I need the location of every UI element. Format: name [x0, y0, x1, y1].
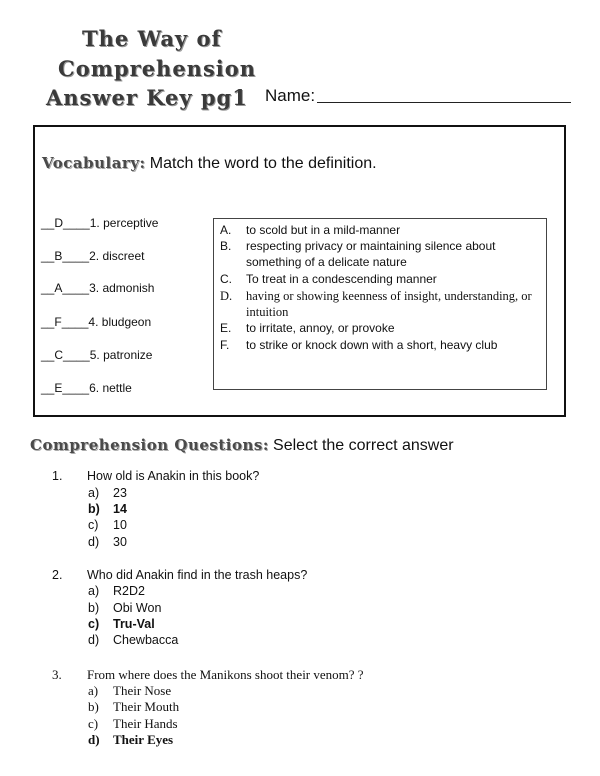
definition-text: to irritate, annoy, or provoke	[246, 321, 395, 335]
definition-letter: B.	[220, 239, 232, 253]
option-letter: c)	[88, 518, 99, 532]
comprehension-heading-label: Comprehension Questions:	[30, 436, 269, 454]
match-answer: B	[54, 249, 63, 263]
match-word: discreet	[102, 249, 145, 263]
match-number: 6.	[89, 381, 100, 395]
definition-text: respecting privacy or maintaining silence about something of a delicate nature	[246, 239, 496, 269]
match-number: 3.	[89, 281, 100, 295]
match-item[interactable]: __C____5. patronize	[41, 348, 153, 362]
match-answer: D	[54, 216, 64, 230]
option-text: 10	[113, 518, 127, 532]
vocabulary-heading	[42, 154, 377, 173]
option-letter: a)	[88, 584, 100, 598]
definitions-box	[213, 218, 547, 390]
option-letter: d)	[88, 535, 100, 549]
match-word: nettle	[102, 381, 132, 395]
question-number: 2.	[52, 568, 63, 582]
option-text: 30	[113, 535, 127, 549]
question-number: 3.	[52, 667, 62, 682]
match-word: patronize	[103, 348, 153, 362]
option-letter: c)	[88, 617, 100, 631]
option-letter: a)	[88, 486, 100, 500]
match-answer: C	[54, 348, 64, 362]
match-item[interactable]: __F____4. bludgeon	[41, 315, 152, 329]
option-text: 23	[113, 486, 127, 500]
match-number: 4.	[88, 315, 99, 329]
title-line-3: Answer Key pg1	[46, 85, 248, 110]
option-letter: b)	[88, 601, 100, 615]
question-text: Who did Anakin find in the trash heaps?	[87, 568, 308, 582]
match-number: 1.	[89, 216, 100, 230]
option-text: Their Eyes	[113, 732, 174, 747]
definition-text: to strike or knock down with a short, heavy club	[246, 338, 498, 352]
definition-letter: E.	[220, 321, 232, 335]
vocabulary-instruction: Match the word to the definition.	[149, 155, 377, 172]
option-letter: c)	[88, 716, 99, 731]
comprehension-heading	[30, 436, 454, 455]
match-item[interactable]: __E____6. nettle	[41, 381, 132, 395]
name-field[interactable]	[317, 102, 571, 103]
option-letter: d)	[88, 732, 100, 747]
title-line-2: Comprehension	[58, 56, 257, 81]
definition-text: having or showing keenness of insight, understanding, or intuition	[246, 289, 532, 319]
definition-text: to scold but in a mild-manner	[246, 223, 401, 237]
match-word: perceptive	[103, 216, 159, 230]
name-label: Name:	[265, 86, 316, 105]
match-item[interactable]: __B____2. discreet	[41, 249, 145, 263]
option-letter: b)	[88, 699, 99, 714]
option-text: Their Mouth	[113, 699, 180, 714]
match-word: bludgeon	[101, 315, 152, 329]
match-item[interactable]: __D____1. perceptive	[41, 216, 159, 230]
vocabulary-heading-label: Vocabulary:	[42, 154, 146, 172]
question-number: 1.	[52, 469, 63, 483]
option-text: R2D2	[113, 584, 145, 598]
definition-letter: F.	[220, 338, 230, 352]
definition-letter: A.	[220, 223, 232, 237]
match-answer: F	[54, 315, 62, 329]
option-text: Chewbacca	[113, 633, 179, 647]
option-letter: d)	[88, 633, 100, 647]
match-answer: E	[54, 381, 63, 395]
vocabulary-section	[33, 125, 566, 417]
definition-letter: C.	[220, 272, 232, 286]
question-text: How old is Anakin in this book?	[87, 469, 260, 483]
option-letter: b)	[88, 502, 100, 516]
option-text: Their Nose	[113, 683, 172, 698]
option-text: Obi Won	[113, 601, 162, 615]
title-line-1: The Way of	[82, 26, 222, 51]
option-text: Their Hands	[113, 716, 178, 731]
match-item[interactable]: __A____3. admonish	[41, 281, 155, 295]
option-text: 14	[113, 502, 127, 516]
definition-letter: D.	[220, 289, 233, 303]
question-text: From where does the Manikons shoot their venom? ?	[87, 667, 364, 682]
match-answer: A	[54, 281, 63, 295]
option-letter: a)	[88, 683, 99, 698]
match-number: 5.	[89, 348, 100, 362]
match-word: admonish	[102, 281, 155, 295]
option-text: Tru-Val	[113, 617, 155, 631]
match-number: 2.	[89, 249, 100, 263]
definition-text: To treat in a condescending manner	[246, 272, 437, 286]
comprehension-instruction: Select the correct answer	[273, 437, 454, 454]
